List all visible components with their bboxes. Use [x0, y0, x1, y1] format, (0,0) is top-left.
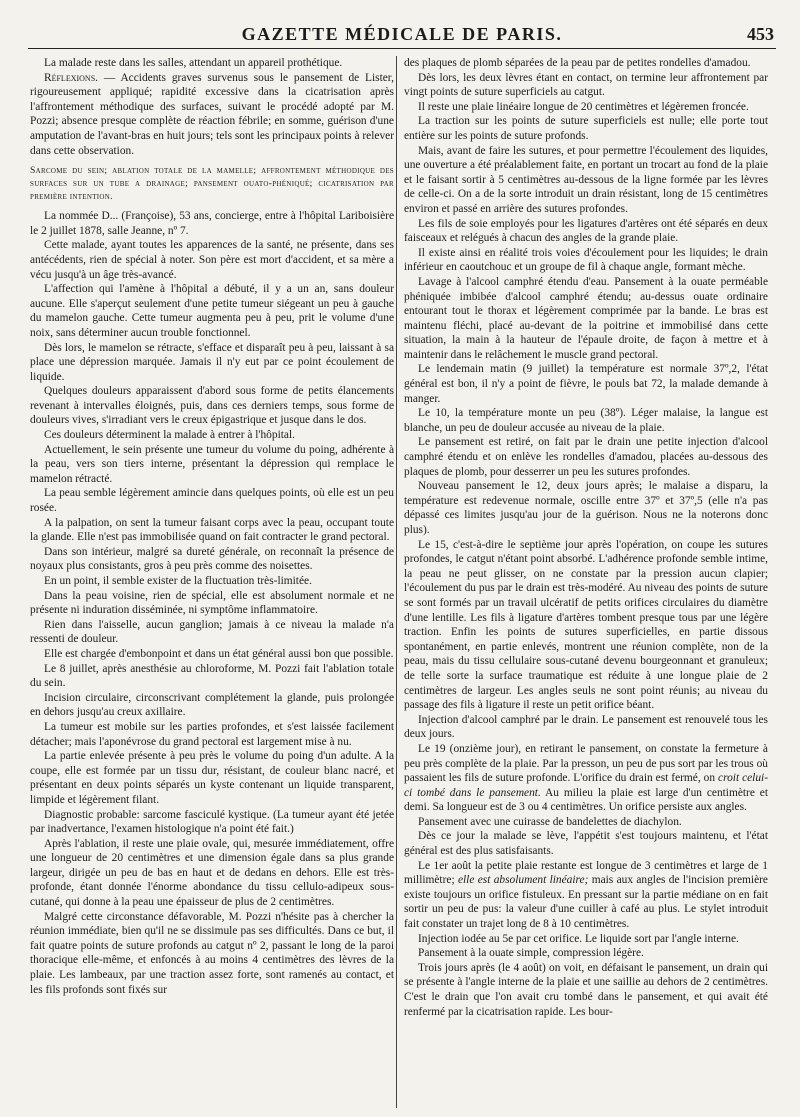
- paragraph: Dès lors, le mamelon se rétracte, s'efface et disparaît peu à peu, laissant à sa place une dépression marquée. Jamais il n'y eut par ce point écoulement de liquide.: [30, 341, 394, 383]
- paragraph: Diagnostic probable: sarcome fasciculé kystique. (La tumeur ayant été jetée par inadvertance, l'examen histologique n'a point été fait.): [30, 808, 394, 836]
- paragraph: Injection d'alcool camphré par le drain. Le pansement est renouvelé tous les deux jours.: [404, 713, 768, 741]
- paragraph: Dans la peau voisine, rien de spécial, elle est absolument normale et ne présente ni induration disséminée, ni symptôme inflammatoire.: [30, 589, 394, 617]
- paragraph: Elle est chargée d'embonpoint et dans un état général aussi bon que possible.: [44, 647, 394, 660]
- paragraph: Après l'ablation, il reste une plaie ovale, qui, mesurée immédiatement, offre une longueur de 20 centimètres et une dimension égale dans sa plus grande largeur, dirigée un peu de bas en haut et de dedans en dehors. Elle est très-profonde, étant donnée l'énorme abondance du tissu cellulo-adipeux sous-cutané, qui donne à la peau une épaisseur de plus de 2 centimètres.: [30, 837, 394, 909]
- paragraph: Ces douleurs déterminent la malade à entrer à l'hôpital.: [44, 429, 295, 442]
- paragraph: Lavage à l'alcool camphré étendu d'eau. Pansement à la ouate perméable phéniquée imbibée d'alcool camphré étendu; au-dessus ouate ordinaire entourant tout le thorax et légèrement comprimée par la bande. Le bras est maintenu fléchi, placé au-devant de la poitrine et immobilisé dans cette situation, la main à la hauteur de l'épaule droite, de façon à mettre et à maintenir dans le relâchement le muscle grand pectoral.: [404, 275, 768, 361]
- paragraph: Le 8 juillet, après anesthésie au chloroforme, M. Pozzi fait l'ablation totale du sein.: [30, 662, 394, 690]
- paragraph: Dès lors, les deux lèvres étant en contact, on termine leur affrontement par vingt points de suture superficiels au catgut.: [404, 71, 768, 99]
- running-header: [28, 24, 776, 49]
- paragraph: Les fils de soie employés pour les ligatures d'artères ont été séparés en deux faisceaux et relégués à chacun des angles de la grande plaie.: [404, 217, 768, 245]
- paragraph: Pansement à la ouate simple, compression légère.: [418, 947, 644, 960]
- paragraph: Nouveau pansement le 12, deux jours après; le malaise a disparu, la température est redevenue normale, oscille entre 37º et 37º,5 (elle n'a pas dépassé ces limites jusqu'au jour de la guérison. Nous ne la noterons donc plus).: [404, 480, 768, 536]
- paragraph: La peau semble légèrement amincie dans quelques points, où elle est un peu rosée.: [30, 487, 394, 515]
- paragraph: Rien dans l'aisselle, aucun ganglion; jamais à ce niveau la malade n'a ressenti de douleur.: [30, 618, 394, 646]
- paragraph: [404, 742, 768, 815]
- paragraph: La malade reste dans les salles, attendant un appareil prothétique.: [44, 57, 343, 69]
- paragraph: La traction sur les points de suture superficiels est nulle; elle porte tout entière sur les points de suture profonds.: [404, 115, 768, 142]
- journal-title: GAZETTE MÉDICALE DE PARIS.: [241, 24, 563, 44]
- left-column: [30, 56, 394, 1108]
- paragraph: Malgré cette circonstance défavorable, M. Pozzi n'hésite pas à chercher la réunion immédiate, bien qu'il ne se dissimule pas ses difficultés. Dans ce but, il fait quatre points de suture profonds au catgut nº 2, passant le long de la paroi thoracique elle-même, et enfoncés à au moins 4 centimètres des lèvres de la plaie. Les lambeaux, par une traction assez forte, sont ramenés au contact, et les fils profonds sont fixés sur: [30, 910, 394, 996]
- reflexions-text: — Accidents graves survenus sous le pansement de Lister, rigoureusement appliqué; rapidité excessive dans la cicatrisation après l'affrontement méthodique des surfaces, suivant le procédé adopté par M. Pozzi; absence presque complète de réaction fébrile; en somme, guérison d'une amputation de l'avant-bras en huit jours; tels sont les principaux points à relever dans cette observation.: [30, 71, 394, 157]
- italic-text: elle est absolument linéaire;: [457, 874, 589, 887]
- paragraph: Cette malade, ayant toutes les apparences de la santé, ne présente, dans ses antécédents, rien de spécial à noter. Son père est mort d'accident, et sa mère a vécu jusqu'à un âge très-avancé.: [30, 239, 394, 281]
- paragraph: En un point, il semble exister de la fluctuation très-limitée.: [44, 575, 312, 587]
- paragraph: Quelques douleurs apparaissent d'abord sous forme de petits élancements revenant à intervalles éloignés, puis, dans ces derniers temps, sous forme de douleurs vives, s'irradiant vers le creux épigastrique et jusque dans le dos.: [30, 385, 394, 427]
- paragraph: Il reste une plaie linéaire longue de 20 centimètres et légèremen froncée.: [418, 100, 749, 113]
- paragraph: Dans son intérieur, malgré sa dureté générale, on reconnaît la présence de noyaux plus consistants, gros à peu près comme des noisettes.: [30, 545, 394, 573]
- reflexions-label: Réflexions.: [44, 71, 98, 84]
- paragraph: Trois jours après (le 4 août) on voit, en défaisant le pansement, un drain qui se présente à l'angle interne de la plaie et une saillie au dehors de 2 centimètres. C'est le drain que l'on avait cru tombé dans le pansement, et qui avait été renfermé par la cicatrisation rapide. Les bour-: [404, 961, 768, 1018]
- paragraph: Le pansement est retiré, on fait par le drain une petite injection d'alcool camphré étendu et on enlève les rondelles d'amadou, placées au-dessous des plaques de plomb, pour desserrer un peu les sutures profondes.: [404, 436, 768, 478]
- paragraph: La partie enlevée présente à peu près le volume du poing d'un adulte. A la coupe, elle est formée par un tissu dur, résistant, de couleur blanc nacré, et présentant en deux points séparés un kyste contenant un liquide transparent, limpide et légèrement filant.: [30, 750, 394, 806]
- text-run: mais aux angles de l'incision première existe toujours un orifice fistuleux. En pressant sur la partie médiane on en fait sortir un peu de pus: la valeur d'une cuiller à café au plus. Le stylet introduit fait constater un trajet long de 8 à 10 centimètres.: [404, 874, 768, 931]
- paragraph: Le 15, c'est-à-dire le septième jour après l'opération, on coupe les sutures profondes, le catgut n'étant point absorbé. L'adhérence profonde semble intime, la peau ne peut glisser, on ne constate par la pression aucun clapier; l'écoulement du pus par le drain est très-modéré. Au niveau des points de suture se sont formés par un travail ulcératif de petits orifices circulaires du diamètre d'une lentille. Les fils à ligature d'artères tombent presque tous par une légère traction. Enfin les points de sutures superficielles, en partie dissous spontanément, en partie enlevés, montrent une réunion complète, non de la peau, mais du tissu cellulaire sous-cutané devenu bourgeonnant et granuleux; de telle sorte la surface traumatique est réduite à une longue plaie de 2 centimètres de largeur. Les angles seuls ne sont point réunis; au niveau du passage des fils à ligature il reste un petit orifice béant.: [404, 538, 768, 712]
- paragraph: La nommée D... (Françoise), 53 ans, concierge, entre à l'hôpital Lariboisière le 2 juillet 1878, salle Jeanne, nº 7.: [30, 210, 394, 237]
- paragraph: [404, 859, 768, 932]
- paragraph: Incision circulaire, circonscrivant complétement la glande, puis prolongée en dehors jusqu'au creux axillaire.: [30, 691, 394, 719]
- right-column: [404, 56, 768, 1108]
- paragraph: Il existe ainsi en réalité trois voies d'écoulement pour les liquides; le drain inférieur en caoutchouc et un groupe de fil à chaque angle, formant mèche.: [404, 246, 768, 274]
- paragraph: Injection iodée au 5e par cet orifice. Le liquide sort par l'angle interne.: [418, 932, 739, 945]
- italic-text: croit celui-ci tombé dans le pansement.: [404, 772, 768, 799]
- paragraph: Le 10, la température monte un peu (38º). Léger malaise, la langue est blanche, un peu de douleur accusée au niveau de la plaie.: [404, 407, 768, 434]
- paragraph: L'affection qui l'amène à l'hôpital a débuté, il y a un an, sans douleur aucune. Elle s'aperçut seulement d'une petite tumeur siégeant un peu à gauche du mamelon gauche. Cette tumeur augmenta peu à peu, prit le volume d'une noix, sans déterminer aucun trouble fonctionnel.: [30, 283, 394, 339]
- paragraph: Actuellement, le sein présente une tumeur du volume du poing, adhérente à la peau, vers son tiers interne, présentant la dépression qui remplace le mamelon rétracté.: [30, 443, 394, 485]
- column-divider: [396, 56, 397, 1108]
- paragraph: Le lendemain matin (9 juillet) la température est normale 37º,2, l'état général est bon, il n'y a point de fièvre, le pouls bat 72, la malade demande à manger.: [404, 363, 768, 405]
- text-run: Le 19 (onzième jour), en retirant le pansement, on constate la fermeture à peu près complète de la plaie. Par la presson, un peu de pus sort par les trous où passaient les fils de suture profonde. L'orifice du drain est fermé, on: [404, 742, 768, 785]
- paragraph: Mais, avant de faire les sutures, et pour permettre l'écoulement des liquides, une ouverture a été préalablement faite, en portant un trocart au fond de la plaie et le faisant sortir à 5 centimètres au-dessous de la ligne formée par les lèvres de celle-ci. On a de la sorte introduit un drain résistant, long de 15 centimètres environ et passé en arrière des sutures profondes.: [404, 144, 768, 215]
- paragraph: des plaques de plomb séparées de la peau par de petites rondelles d'amadou.: [404, 57, 751, 69]
- paragraph: Dès ce jour la malade se lève, l'appétit s'est toujours maintenu, et l'état général est des plus satisfaisants.: [404, 830, 768, 858]
- reflexions-paragraph: [30, 71, 394, 159]
- page-number: 453: [747, 24, 774, 44]
- case-heading: Sarcome du sein; ablation totale de la mamelle; affrontement méthodique des surfaces sur un tube a drainage; pansement ouato-phéniqué; cicatrisation par première intention.: [30, 165, 394, 203]
- text-run: Au milieu la plaie est large d'un centimètre et demi. Sa longueur est de 3 ou 4 centimètres. Un orifice persiste aux angles.: [404, 786, 768, 814]
- paragraph: Pansement avec une cuirasse de bandelettes de diachylon.: [418, 815, 682, 828]
- paragraph: La tumeur est mobile sur les parties profondes, et s'est laissée facilement détacher; mais l'aponévrose du grand pectoral est largement mise à nu.: [30, 720, 394, 748]
- paragraph: A la palpation, on sent la tumeur faisant corps avec la peau, occupant toute la glande. Elle n'est pas immobilisée quand on fait contracter le grand pectoral.: [30, 516, 394, 544]
- text-run: Le 1er août la petite plaie restante est longue de 3 centimètres et large de 1 millimètre;: [404, 859, 768, 887]
